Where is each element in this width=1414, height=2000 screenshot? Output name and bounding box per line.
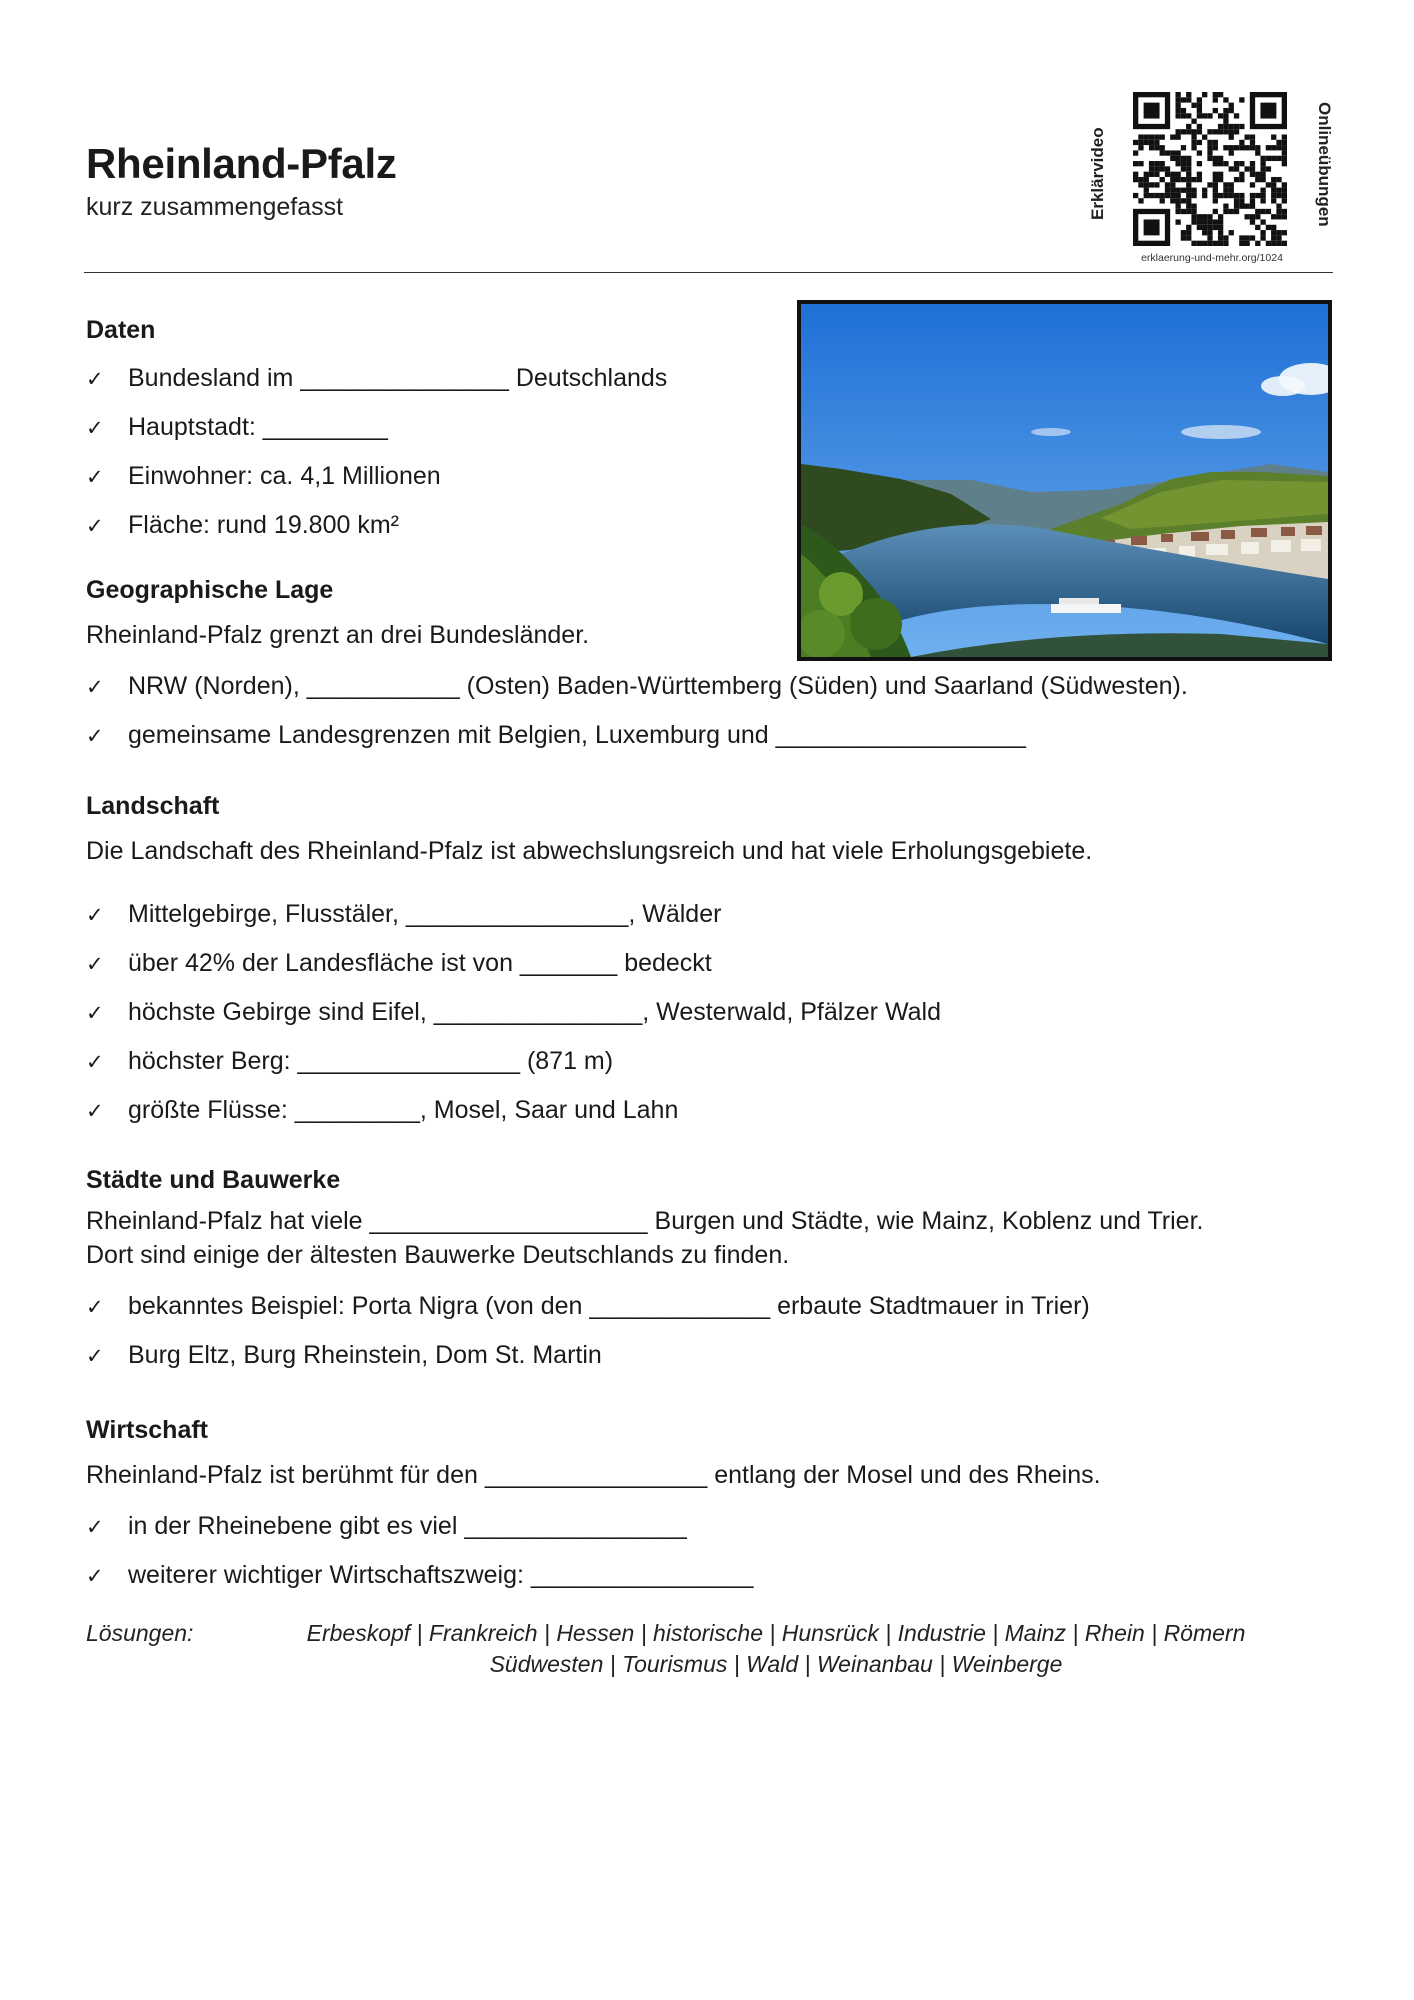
list-item (86, 1086, 1092, 1135)
list-item (86, 890, 1092, 939)
list-item (86, 711, 1188, 760)
check-icon: ✓ (86, 903, 104, 927)
page-title: Rheinland-Pfalz (86, 140, 397, 187)
list-item-text: größte Flüsse: _________, Mosel, Saar und Lahn (128, 1096, 679, 1124)
check-icon: ✓ (86, 1344, 104, 1368)
list-item-text: NRW (Norden), ___________ (Osten) Baden-Württemberg (Süden) und Saarland (Südwesten). (128, 672, 1188, 700)
check-icon: ✓ (86, 367, 104, 391)
check-icon: ✓ (86, 1515, 104, 1539)
header-divider (84, 272, 1333, 273)
qr-code-icon[interactable] (1133, 92, 1287, 246)
check-icon: ✓ (86, 465, 104, 489)
solutions-line-1: Erbeskopf | Frankreich | Hessen | historische | Hunsrück | Industrie | Mainz | Rhein | Römern (306, 1620, 1246, 1646)
section-heading: Landschaft (86, 792, 220, 820)
check-icon: ✓ (86, 724, 104, 748)
list-item-text: Einwohner: ca. 4,1 Millionen (128, 462, 441, 490)
check-icon: ✓ (86, 1050, 104, 1074)
section-intro-line1: Rheinland-Pfalz hat viele ____________________ Burgen und Städte, wie Mainz, Koblenz und Trier. (86, 1207, 1204, 1235)
section-staedte (86, 1156, 1203, 1380)
list-item (86, 1551, 1101, 1600)
qr-label-exercises: Onlineübungen (1315, 102, 1334, 227)
check-icon: ✓ (86, 1001, 104, 1025)
solutions-label: Lösungen: (86, 1620, 194, 1646)
list-item-text: Hauptstadt: _________ (128, 413, 388, 441)
check-icon: ✓ (86, 1564, 104, 1588)
list-item-text: Bundesland im _______________ Deutschlands (128, 364, 668, 392)
solutions-box (86, 1618, 1336, 1680)
list-item-text: Fläche: rund 19.800 km² (128, 511, 399, 539)
check-icon: ✓ (86, 952, 104, 976)
section-heading: Wirtschaft (86, 1416, 209, 1444)
list-item (86, 403, 667, 452)
section-lage (86, 566, 1188, 760)
list-item (86, 501, 667, 550)
qr-url: erklaerung-und-mehr.org/1024 (1141, 252, 1283, 264)
list-item-text: gemeinsame Landesgrenzen mit Belgien, Luxemburg und __________________ (128, 721, 1026, 749)
list-item (86, 1282, 1203, 1331)
section-heading: Städte und Bauwerke (86, 1166, 341, 1194)
list-item (86, 354, 667, 403)
section-intro: Die Landschaft des Rheinland-Pfalz ist abwechslungsreich und hat viele Erholungsgebiete. (86, 837, 1093, 865)
check-icon: ✓ (86, 1099, 104, 1123)
list-item (86, 662, 1188, 711)
page-subtitle: kurz zusammengefasst (86, 193, 344, 221)
list-item (86, 1502, 1101, 1551)
check-icon: ✓ (86, 416, 104, 440)
list-item-text: in der Rheinebene gibt es viel ________________ (128, 1512, 687, 1540)
qr-block (1088, 92, 1334, 270)
solutions-line-2: Südwesten | Tourismus | Wald | Weinanbau | Weinberge (489, 1651, 1063, 1677)
list-item-text: höchster Berg: ________________ (871 m) (128, 1047, 614, 1075)
check-icon: ✓ (86, 675, 104, 699)
list-item (86, 1331, 1203, 1380)
section-daten (86, 306, 667, 550)
section-wirtschaft (86, 1406, 1101, 1600)
check-icon: ✓ (86, 1295, 104, 1319)
section-landschaft (86, 782, 1092, 1135)
list-item-text: über 42% der Landesfläche ist von _______ bedeckt (128, 949, 712, 977)
list-item-text: Mittelgebirge, Flusstäler, ________________, Wälder (128, 900, 722, 928)
check-icon: ✓ (86, 514, 104, 538)
section-intro: Rheinland-Pfalz grenzt an drei Bundesländer. (86, 621, 590, 649)
list-item (86, 939, 1092, 988)
list-item (86, 988, 1092, 1037)
list-item-text: weiterer wichtiger Wirtschaftszweig: ________________ (128, 1561, 754, 1589)
section-heading: Daten (86, 316, 156, 344)
section-heading: Geographische Lage (86, 576, 334, 604)
list-item-text: bekanntes Beispiel: Porta Nigra (von den _____________ erbaute Stadtmauer in Trier) (128, 1292, 1090, 1320)
list-item-text: Burg Eltz, Burg Rheinstein, Dom St. Martin (128, 1341, 602, 1369)
list-item (86, 1037, 1092, 1086)
section-intro: Rheinland-Pfalz ist berühmt für den ________________ entlang der Mosel und des Rheins. (86, 1461, 1101, 1489)
section-intro-line2: Dort sind einige der ältesten Bauwerke Deutschlands zu finden. (86, 1241, 790, 1269)
qr-label-video: Erklärvideo (1088, 127, 1107, 220)
list-item (86, 452, 667, 501)
list-item-text: höchste Gebirge sind Eifel, _______________, Westerwald, Pfälzer Wald (128, 998, 941, 1026)
